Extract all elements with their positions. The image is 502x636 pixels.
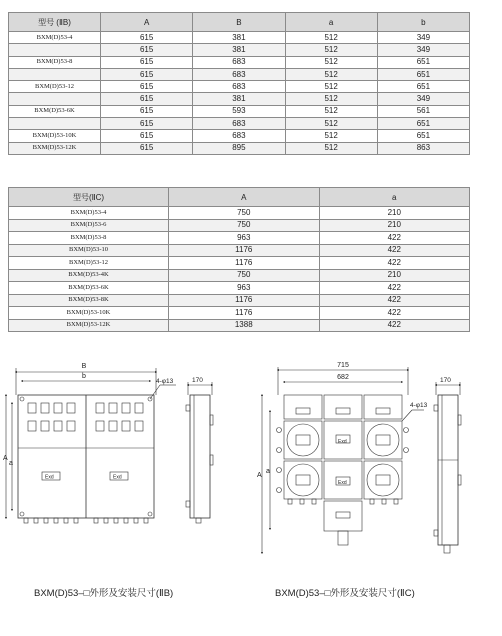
model-cell: BXM(D)53-10 — [9, 244, 169, 257]
value-cell: 683 — [193, 130, 285, 142]
dim-b-label: b — [82, 373, 86, 380]
iib-side-view — [186, 382, 213, 523]
value-cell: 963 — [169, 282, 320, 295]
table-row — [9, 207, 470, 220]
dim-a-label: a — [266, 468, 270, 475]
value-cell: 615 — [101, 118, 193, 130]
table-row — [9, 32, 470, 44]
value-cell: 512 — [285, 68, 377, 80]
depth-label: 170 — [440, 377, 451, 384]
value-cell: 651 — [377, 68, 469, 80]
table-row — [9, 105, 470, 117]
value-cell: 615 — [101, 105, 193, 117]
value-cell: 593 — [193, 105, 285, 117]
value-cell: 422 — [319, 244, 470, 257]
value-cell: 512 — [285, 118, 377, 130]
header-model: 型号(ⅡC) — [9, 188, 169, 207]
dimension-table-iic — [8, 187, 470, 332]
value-cell: 1176 — [169, 307, 320, 320]
model-cell: BXM(D)53-10K — [9, 307, 169, 320]
model-cell — [9, 93, 101, 105]
table-row — [9, 56, 470, 68]
depth-label: 170 — [192, 377, 203, 384]
table-row — [9, 219, 470, 232]
value-cell: 422 — [319, 257, 470, 270]
iic-front-view — [262, 367, 424, 553]
value-cell: 349 — [377, 44, 469, 56]
table-row — [9, 81, 470, 93]
value-cell: 512 — [285, 105, 377, 117]
dim-682-label: 682 — [337, 374, 349, 381]
hole-label: 4-φ13 — [156, 378, 174, 385]
table-body — [9, 207, 470, 332]
model-cell: BXM(D)53-4 — [9, 207, 169, 220]
header-A: A — [101, 13, 193, 32]
value-cell: 750 — [169, 269, 320, 282]
value-cell: 422 — [319, 307, 470, 320]
value-cell: 381 — [193, 93, 285, 105]
dim-A-label: A — [3, 455, 8, 462]
value-cell: 683 — [193, 81, 285, 93]
exd-label: Exd — [338, 480, 347, 486]
table-row — [9, 44, 470, 56]
value-cell: 512 — [285, 56, 377, 68]
table-row — [9, 257, 470, 270]
value-cell: 651 — [377, 130, 469, 142]
table-body — [9, 32, 470, 155]
model-cell: BXM(D)53-4K — [9, 269, 169, 282]
value-cell: 615 — [101, 93, 193, 105]
model-cell: BXM(D)53-8 — [9, 232, 169, 245]
model-cell: BXM(D)53-10K — [9, 130, 101, 142]
exd-label: Exd — [45, 474, 54, 481]
value-cell: 615 — [101, 44, 193, 56]
table-row — [9, 93, 470, 105]
table-header-row — [9, 13, 470, 32]
table-row — [9, 142, 470, 154]
table-row — [9, 232, 470, 245]
table-row — [9, 307, 470, 320]
table-row — [9, 130, 470, 142]
model-cell: BXM(D)53-4 — [9, 32, 101, 44]
value-cell: 615 — [101, 142, 193, 154]
value-cell: 1176 — [169, 244, 320, 257]
header-model: 型号 (ⅡB) — [9, 13, 101, 32]
table-row — [9, 319, 470, 332]
table-row — [9, 68, 470, 80]
value-cell: 210 — [319, 269, 470, 282]
model-cell: BXM(D)53-12K — [9, 319, 169, 332]
value-cell: 651 — [377, 56, 469, 68]
caption-iib: BXM(D)53–□外形及安装尺寸(ⅡB) — [34, 588, 174, 599]
iic-side-view — [434, 382, 461, 553]
value-cell: 349 — [377, 32, 469, 44]
value-cell: 615 — [101, 130, 193, 142]
value-cell: 683 — [193, 56, 285, 68]
dim-715-label: 715 — [337, 362, 349, 369]
value-cell: 210 — [319, 207, 470, 220]
value-cell: 349 — [377, 93, 469, 105]
value-cell: 512 — [285, 44, 377, 56]
value-cell: 615 — [101, 56, 193, 68]
value-cell: 381 — [193, 44, 285, 56]
caption-iic: BXM(D)53–□外形及安装尺寸(ⅡC) — [275, 588, 415, 599]
model-cell: BXM(D)53-12 — [9, 81, 101, 93]
model-cell — [9, 44, 101, 56]
value-cell: 750 — [169, 219, 320, 232]
value-cell: 683 — [193, 68, 285, 80]
hole-label: 4-φ13 — [410, 402, 428, 409]
exd-label: Exd — [113, 474, 122, 481]
value-cell: 895 — [193, 142, 285, 154]
header-A: A — [169, 188, 320, 207]
value-cell: 1176 — [169, 294, 320, 307]
model-cell — [9, 68, 101, 80]
model-cell: BXM(D)53-8K — [9, 294, 169, 307]
value-cell: 963 — [169, 232, 320, 245]
table-header-row — [9, 188, 470, 207]
model-cell — [9, 118, 101, 130]
model-cell: BXM(D)53-6K — [9, 105, 101, 117]
value-cell: 381 — [193, 32, 285, 44]
header-B: B — [193, 13, 285, 32]
table-row — [9, 118, 470, 130]
table-row — [9, 282, 470, 295]
value-cell: 1388 — [169, 319, 320, 332]
dim-A-label: A — [257, 472, 262, 479]
header-a: a — [285, 13, 377, 32]
dimension-table-iib — [8, 12, 470, 155]
value-cell: 615 — [101, 81, 193, 93]
value-cell: 422 — [319, 294, 470, 307]
value-cell: 512 — [285, 93, 377, 105]
value-cell: 512 — [285, 130, 377, 142]
header-b: b — [377, 13, 469, 32]
value-cell: 512 — [285, 81, 377, 93]
value-cell: 615 — [101, 32, 193, 44]
value-cell: 683 — [193, 118, 285, 130]
value-cell: 422 — [319, 282, 470, 295]
value-cell: 615 — [101, 68, 193, 80]
dim-B-label: B — [81, 363, 87, 370]
header-a: a — [319, 188, 470, 207]
model-cell: BXM(D)53-8 — [9, 56, 101, 68]
model-cell: BXM(D)53-12K — [9, 142, 101, 154]
dim-a-label: a — [9, 460, 13, 467]
model-cell: BXM(D)53-6 — [9, 219, 169, 232]
technical-drawings — [0, 355, 502, 580]
table-row — [9, 269, 470, 282]
value-cell: 651 — [377, 118, 469, 130]
value-cell: 512 — [285, 142, 377, 154]
iib-front-view — [6, 368, 176, 523]
exd-label: Exd — [338, 439, 347, 445]
value-cell: 651 — [377, 81, 469, 93]
value-cell: 422 — [319, 232, 470, 245]
value-cell: 512 — [285, 32, 377, 44]
value-cell: 1176 — [169, 257, 320, 270]
value-cell: 422 — [319, 319, 470, 332]
value-cell: 210 — [319, 219, 470, 232]
value-cell: 750 — [169, 207, 320, 220]
model-cell: BXM(D)53-12 — [9, 257, 169, 270]
table-row — [9, 294, 470, 307]
value-cell: 863 — [377, 142, 469, 154]
model-cell: BXM(D)53-6K — [9, 282, 169, 295]
value-cell: 561 — [377, 105, 469, 117]
table-row — [9, 244, 470, 257]
